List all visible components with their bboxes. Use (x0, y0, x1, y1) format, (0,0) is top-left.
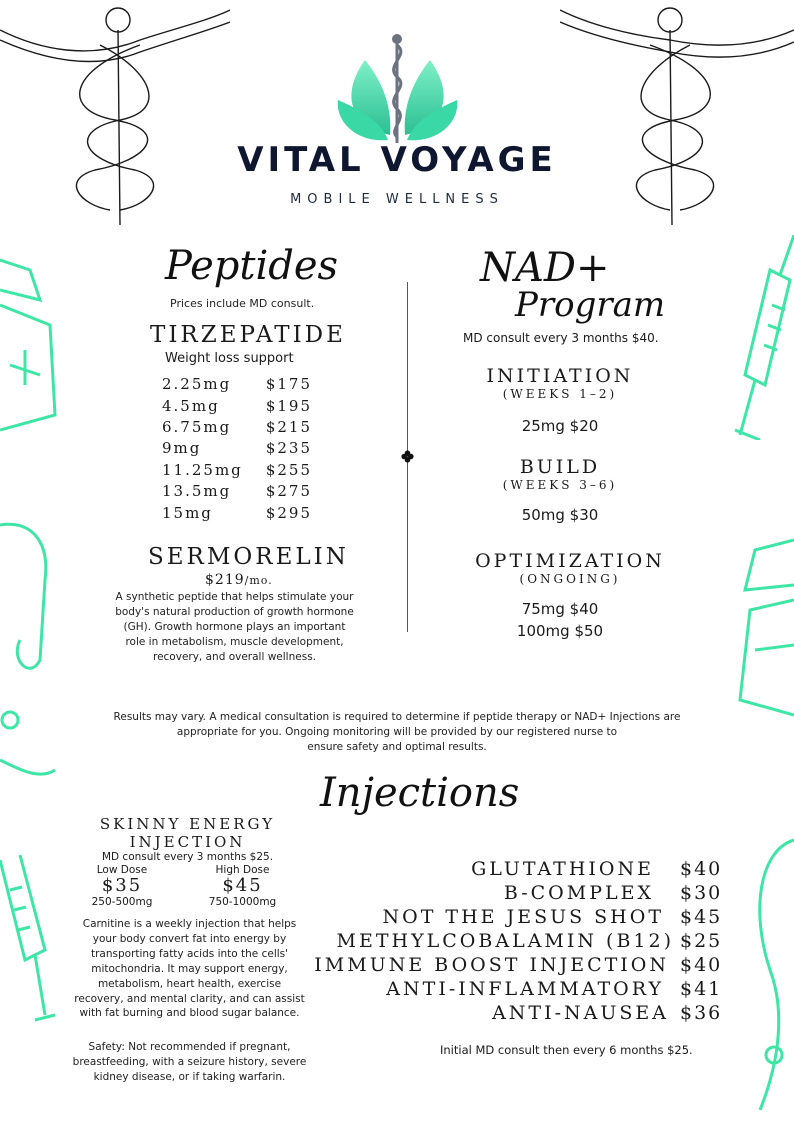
nad-phase (450, 550, 690, 640)
list-item (162, 397, 312, 415)
injection-name: IMMUNE BOOST INJECTION (314, 954, 669, 976)
tirzepatide-title: TIRZEPATIDE (150, 322, 346, 348)
list-item (162, 504, 312, 522)
dose: 15mg (162, 504, 213, 522)
high-dose-price: $45 (222, 875, 263, 896)
list-item (162, 482, 312, 500)
injection-price: $40 (680, 858, 723, 880)
nad-heading-line1: NAD+ (480, 245, 610, 291)
nad-phase (440, 456, 680, 524)
injections-heading: Injections (320, 770, 520, 816)
nad-phase (440, 365, 680, 435)
high-dose (200, 864, 285, 908)
pill-bottle-icon (735, 530, 794, 720)
injection-name: ANTI-NAUSEA (492, 1002, 669, 1024)
list-item (162, 439, 312, 457)
dose: 9mg (162, 439, 202, 457)
high-dose-range: 750-1000mg (208, 896, 277, 908)
list-item (162, 461, 312, 479)
peptides-note: Prices include MD consult. (170, 297, 315, 310)
injection-price: $41 (680, 978, 723, 1000)
disclaimer-line: Results may vary. A medical consultation is required to determine if peptide therapy or NAD+ Injections are (113, 711, 681, 723)
nad-phase-period: (WEEKS 1–2) (502, 387, 618, 401)
nad-phase-option: 25mg $20 (521, 417, 599, 435)
price: $195 (265, 397, 312, 415)
injection-name: B-COMPLEX (503, 882, 654, 904)
disclaimer (60, 710, 734, 755)
injection-name: NOT THE JESUS SHOT (382, 906, 664, 928)
injection-price: $30 (680, 882, 723, 904)
skinny-safety: Safety: Not recommended if pregnant, breastfeeding, with a seizure history, severe kidney disease, or if taking warfarin. (72, 1041, 307, 1083)
low-dose-price: $35 (101, 875, 143, 896)
nad-phase-name: BUILD (519, 456, 601, 478)
peptides-heading: Peptides (165, 243, 339, 289)
sermorelin-description: A synthetic peptide that helps stimulate your body's natural production of growth hormone (GH). Growth hormone plays an important role in metabolism, muscle development, recovery, and overall wellness. (115, 591, 354, 663)
nad-phase-option: 50mg $30 (521, 506, 599, 524)
nad-phase-name: OPTIMIZATION (475, 550, 665, 572)
price: $175 (265, 375, 312, 393)
dose: 4.5mg (162, 397, 220, 415)
sermorelin-price-value: $219 (205, 572, 245, 588)
dose: 11.25mg (162, 461, 243, 479)
injection-price: $45 (680, 906, 723, 928)
nad-phase-name: INITIATION (486, 365, 634, 387)
nad-phase-period: (WEEKS 3–6) (502, 478, 618, 492)
price: $255 (265, 461, 312, 479)
stethoscope-icon (0, 520, 60, 780)
brand-subtitle: MOBILE WELLNESS (290, 192, 504, 207)
nad-phase-option: 100mg $50 (516, 622, 604, 640)
nad-note: MD consult every 3 months $40. (463, 331, 659, 345)
injection-name: GLUTATHIONE (471, 858, 654, 880)
low-dose-label: Low Dose (96, 864, 148, 876)
sermorelin-title: SERMORELIN (148, 544, 349, 570)
injection-name: ANTI-INFLAMMATORY (386, 978, 664, 1000)
injection-name: METHYLCOBALAMIN (B12) (336, 930, 674, 952)
dose: 6.75mg (162, 418, 232, 436)
high-dose-label: High Dose (215, 864, 270, 876)
low-dose (82, 864, 162, 908)
nad-phase-period: (ONGOING) (519, 572, 621, 586)
brand-title: VITAL VOYAGE (237, 140, 557, 180)
leaf-logo-icon (330, 25, 465, 145)
tirzepatide-subtitle: Weight loss support (165, 351, 294, 366)
price: $295 (265, 504, 312, 522)
disclaimer-line: appropriate for you. Ongoing monitoring will be provided by our registered nurse to (176, 725, 618, 738)
nad-phase-option: 75mg $40 (521, 600, 599, 618)
pill-bottle-icon (0, 255, 70, 435)
skinny-note: MD consult every 3 months $25. (101, 851, 274, 863)
list-item (162, 375, 312, 393)
list-item (162, 418, 312, 436)
syringe-icon (730, 235, 794, 440)
disclaimer-line: ensure safety and optimal results. (307, 740, 487, 753)
injections-footer-note: Initial MD consult then every 6 months $25. (440, 1043, 693, 1057)
stethoscope-icon (730, 830, 794, 1120)
price: $235 (265, 439, 312, 457)
clover-icon (401, 450, 414, 463)
price: $215 (265, 418, 312, 436)
sermorelin-price (205, 572, 273, 588)
skinny-title: INJECTION (129, 833, 246, 851)
syringe-icon (0, 840, 60, 1040)
sermorelin-price-unit: /mo. (244, 574, 273, 587)
injection-price: $25 (680, 930, 723, 952)
injection-price: $36 (680, 1002, 723, 1024)
dose: 13.5mg (162, 482, 232, 500)
dose: 2.25mg (162, 375, 232, 393)
nad-heading-line2: Program (515, 285, 666, 325)
price: $275 (265, 482, 312, 500)
injection-price: $40 (680, 954, 723, 976)
low-dose-range: 250-500mg (91, 896, 153, 908)
skinny-title: SKINNY ENERGY (99, 815, 276, 833)
skinny-description: Carnitine is a weekly injection that helps your body convert fat into energy by transporting fatty acids into the cells' mitochondria. It may support energy, metabolism, heart health, exercise recovery, and mental clarity, and can assist with fat burning and blood sugar balance. (74, 918, 305, 1020)
skinny-block (65, 815, 310, 863)
